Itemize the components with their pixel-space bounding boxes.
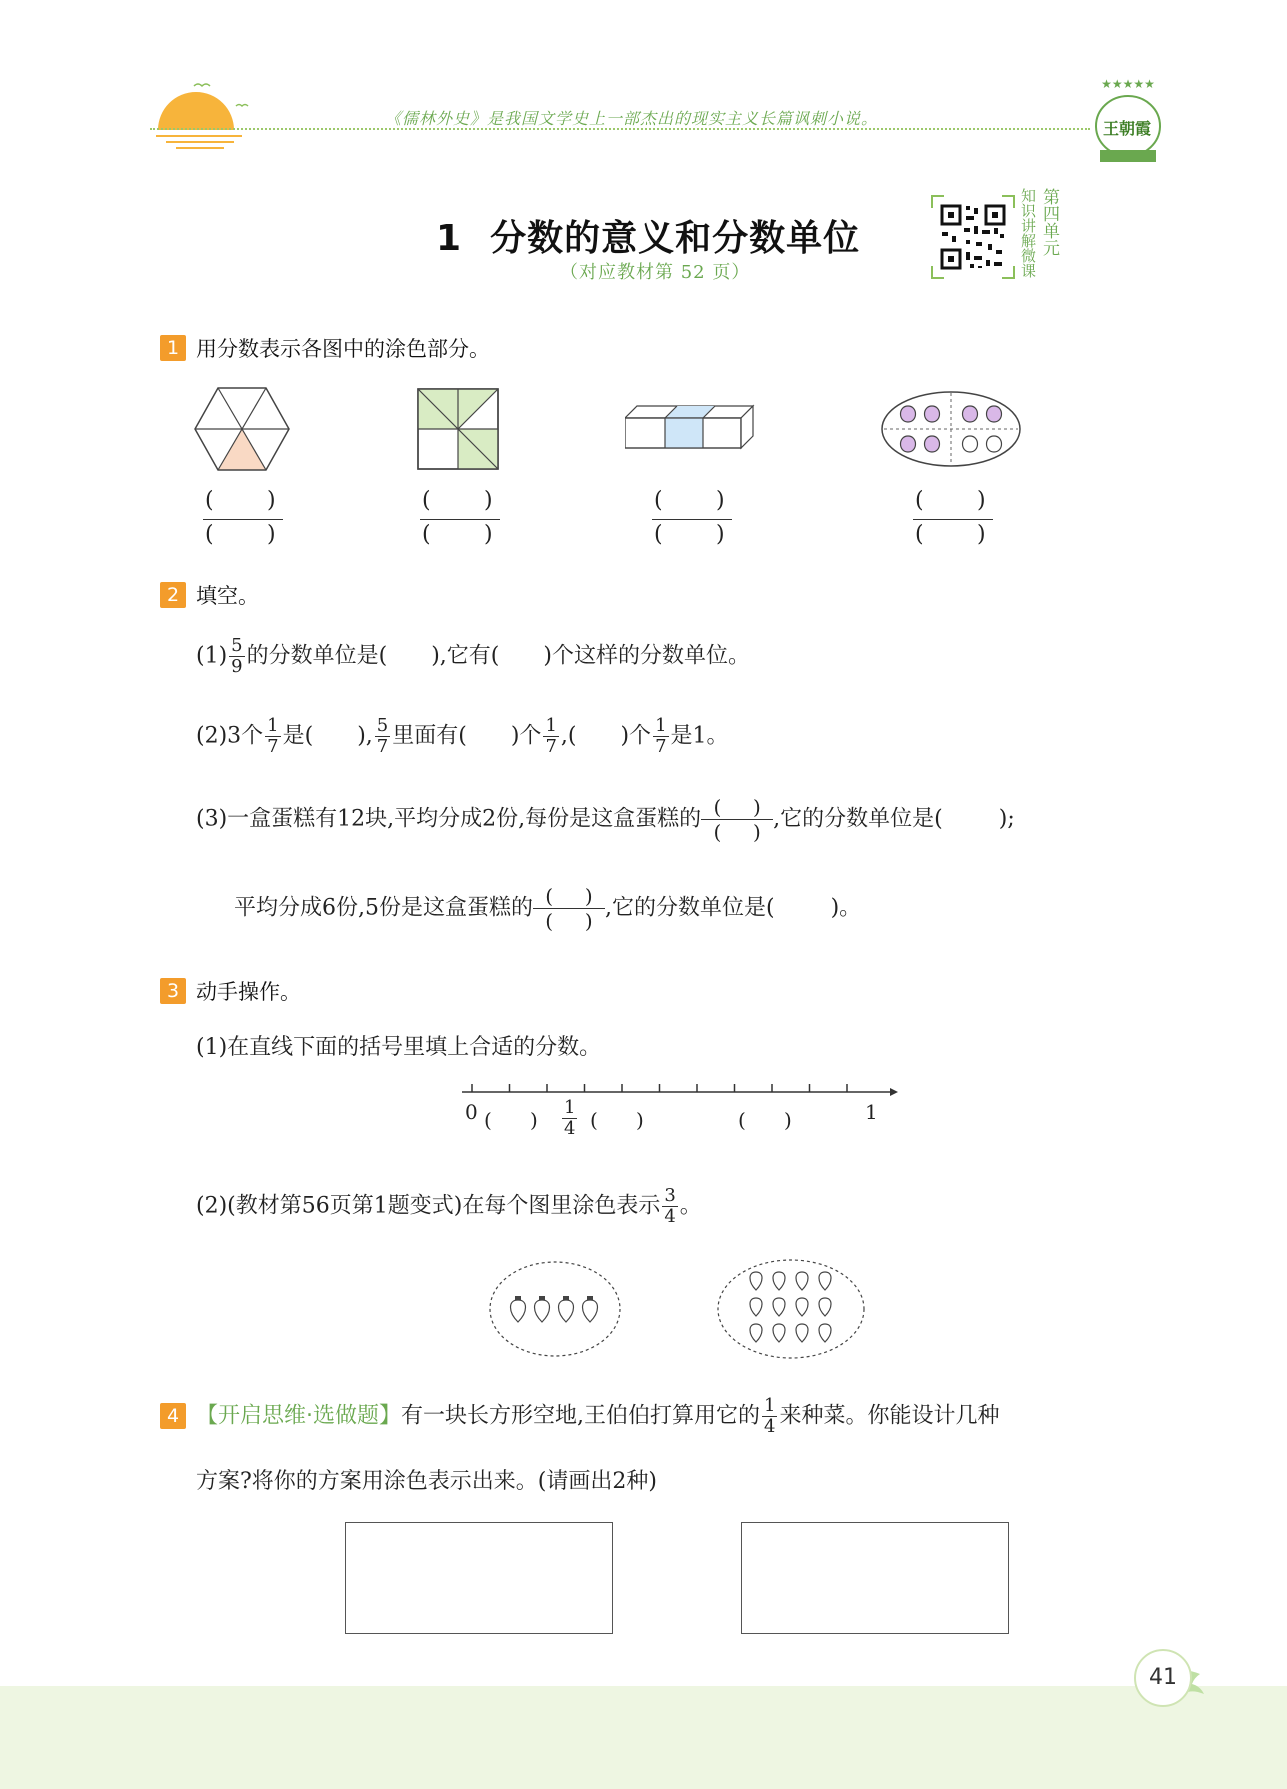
paren-open: ( bbox=[205, 488, 214, 513]
text: 。 bbox=[679, 1193, 702, 1219]
question-3-item-2 bbox=[196, 1186, 702, 1227]
question-2-item-1 bbox=[196, 636, 750, 677]
paren-open: ( bbox=[422, 488, 431, 513]
denominator: 7 bbox=[267, 735, 279, 757]
item-label: (2)3个 bbox=[196, 723, 264, 749]
numerator: 5 bbox=[231, 635, 243, 656]
denominator: 4 bbox=[564, 1117, 576, 1139]
text: 来种菜。你能设计几种 bbox=[779, 1403, 1000, 1429]
fraction bbox=[265, 716, 280, 757]
text: 有一块长方形空地,王伯伯打算用它的 bbox=[401, 1403, 760, 1429]
answer-fraction-blank-3[interactable] bbox=[652, 488, 732, 552]
paren-close: ) bbox=[267, 488, 276, 513]
paren-open: ( bbox=[205, 522, 214, 547]
numerator: 1 bbox=[764, 1395, 776, 1416]
denominator-blank: ( ) bbox=[545, 909, 593, 933]
text: 的分数单位是( bbox=[246, 643, 388, 669]
fraction bbox=[562, 1098, 577, 1139]
question-3-item-1: (1)在直线下面的括号里填上合适的分数。 bbox=[196, 1035, 602, 1060]
text: )。 bbox=[830, 895, 862, 921]
number-line-blank-3[interactable]: ( ) bbox=[738, 1108, 792, 1132]
paren-open: ( bbox=[422, 522, 431, 547]
numerator: 1 bbox=[655, 715, 667, 736]
question-2-item-3-line-2 bbox=[234, 884, 861, 933]
title-text: 分数的意义和分数单位 bbox=[490, 218, 861, 259]
drawing-box-1[interactable] bbox=[345, 1522, 613, 1634]
paren-close: ) bbox=[977, 522, 986, 547]
numerator: 1 bbox=[545, 715, 557, 736]
title-number: 1 bbox=[436, 218, 463, 259]
number-line-blank-2[interactable]: ( ) bbox=[590, 1108, 644, 1132]
fraction-bar bbox=[913, 519, 993, 520]
question-2-prompt: 填空。 bbox=[196, 584, 259, 608]
qr-caption-lesson: 知识讲解微课 bbox=[1019, 188, 1037, 278]
drawing-box-2[interactable] bbox=[741, 1522, 1009, 1634]
question-1-header bbox=[160, 333, 490, 363]
number-line-one: 1 bbox=[865, 1100, 878, 1124]
question-1-prompt: 用分数表示各图中的涂色部分。 bbox=[196, 337, 490, 361]
qr-code[interactable] bbox=[930, 194, 1016, 280]
fraction bbox=[229, 636, 244, 677]
square-figure bbox=[417, 388, 499, 470]
fraction-bar bbox=[652, 519, 732, 520]
question-4-tag: 【开启思维·选做题】 bbox=[196, 1403, 401, 1429]
prism-figure bbox=[625, 404, 755, 450]
answer-fraction-blank-4[interactable] bbox=[913, 488, 993, 552]
paren-open: ( bbox=[915, 522, 924, 547]
fraction bbox=[375, 716, 390, 757]
page-title bbox=[436, 210, 860, 261]
paren-close: ) bbox=[484, 522, 493, 547]
paren-close: ) bbox=[484, 488, 493, 513]
numerator: 3 bbox=[664, 1185, 676, 1206]
text: ,它的分数单位是( bbox=[605, 895, 775, 921]
fraction bbox=[653, 716, 668, 757]
number-line-zero: 0 bbox=[465, 1100, 478, 1124]
denominator: 7 bbox=[655, 735, 667, 757]
text: (3)一盒蛋糕有12块,平均分成2份,每份是这盒蛋糕的 bbox=[196, 806, 702, 832]
question-3-header bbox=[160, 976, 301, 1006]
fraction-bar bbox=[420, 519, 500, 520]
text: ); bbox=[998, 806, 1015, 832]
header-rule bbox=[150, 128, 1090, 130]
denominator: 7 bbox=[376, 735, 389, 757]
number-line-blank-1[interactable]: ( ) bbox=[484, 1108, 538, 1132]
answer-fraction-blank-2[interactable] bbox=[420, 488, 500, 552]
question-1-number: 1 bbox=[160, 335, 186, 361]
qr-caption-unit: 第四单元 bbox=[1039, 188, 1059, 256]
hexagon-figure bbox=[193, 386, 291, 472]
number-line bbox=[458, 1080, 898, 1110]
text: (2)(教材第56页第1题变式)在每个图里涂色表示 bbox=[196, 1193, 661, 1219]
question-2-item-2 bbox=[196, 716, 729, 757]
numerator-blank: ( ) bbox=[533, 884, 605, 909]
strawberry-oval-4[interactable] bbox=[488, 1260, 622, 1358]
number-line-quarter bbox=[560, 1098, 579, 1139]
paren-open: ( bbox=[915, 488, 924, 513]
text: 里面有( bbox=[392, 723, 467, 749]
text: 是( bbox=[282, 723, 314, 749]
text: ,它的分数单位是( bbox=[773, 806, 943, 832]
strawberry-oval-12[interactable] bbox=[716, 1258, 866, 1360]
paren-open: ( bbox=[654, 488, 663, 513]
question-2-header bbox=[160, 580, 259, 610]
paren-close: ) bbox=[267, 522, 276, 547]
question-4-number: 4 bbox=[160, 1403, 186, 1429]
numerator: 1 bbox=[564, 1097, 576, 1118]
svg-text:★★★★★: ★★★★★ bbox=[1101, 77, 1155, 91]
sunset-logo bbox=[150, 78, 250, 150]
answer-fraction-blank-1[interactable] bbox=[203, 488, 283, 552]
text: ), bbox=[357, 723, 373, 749]
paren-close: ) bbox=[977, 488, 986, 513]
footer-band bbox=[0, 1686, 1287, 1789]
answer-fraction-blank[interactable] bbox=[701, 795, 773, 844]
text: 是1。 bbox=[670, 723, 729, 749]
fraction bbox=[762, 1396, 777, 1437]
text: )个 bbox=[510, 723, 542, 749]
page-subtitle: （对应教材第 52 页） bbox=[560, 262, 751, 283]
numerator-blank: ( ) bbox=[701, 795, 773, 820]
question-3-number: 3 bbox=[160, 978, 186, 1004]
peach-oval-figure bbox=[880, 390, 1022, 468]
question-2-item-3 bbox=[196, 795, 1015, 844]
text: 平均分成6份,5份是这盒蛋糕的 bbox=[234, 895, 533, 921]
paren-close: ) bbox=[716, 488, 725, 513]
text: ,( bbox=[560, 723, 577, 749]
question-4-line-2: 方案?将你的方案用涂色表示出来。(请画出2种) bbox=[196, 1469, 657, 1494]
fraction bbox=[543, 716, 558, 757]
question-4-line-1 bbox=[160, 1396, 999, 1437]
header-quote: 《儒林外史》是我国文学史上一部杰出的现实主义长篇讽刺小说。 bbox=[385, 109, 879, 128]
denominator: 7 bbox=[545, 735, 557, 757]
question-2-number: 2 bbox=[160, 582, 186, 608]
denominator: 9 bbox=[231, 655, 243, 677]
text: )个这样的分数单位。 bbox=[543, 643, 750, 669]
denominator: 4 bbox=[764, 1415, 776, 1437]
numerator: 1 bbox=[267, 715, 279, 736]
numerator: 5 bbox=[376, 715, 389, 736]
paren-open: ( bbox=[654, 522, 663, 547]
fraction-bar bbox=[203, 519, 283, 520]
question-3-prompt: 动手操作。 bbox=[196, 980, 301, 1004]
fraction bbox=[662, 1186, 677, 1227]
brand-logo-text: 王朝霞 bbox=[1103, 119, 1152, 138]
item-label: (1) bbox=[196, 643, 228, 669]
text: ),它有( bbox=[431, 643, 500, 669]
denominator-blank: ( ) bbox=[713, 820, 761, 844]
paren-close: ) bbox=[716, 522, 725, 547]
page-number: 41 bbox=[1134, 1649, 1192, 1707]
text: )个 bbox=[620, 723, 652, 749]
answer-fraction-blank[interactable] bbox=[533, 884, 605, 933]
denominator: 4 bbox=[664, 1205, 676, 1227]
